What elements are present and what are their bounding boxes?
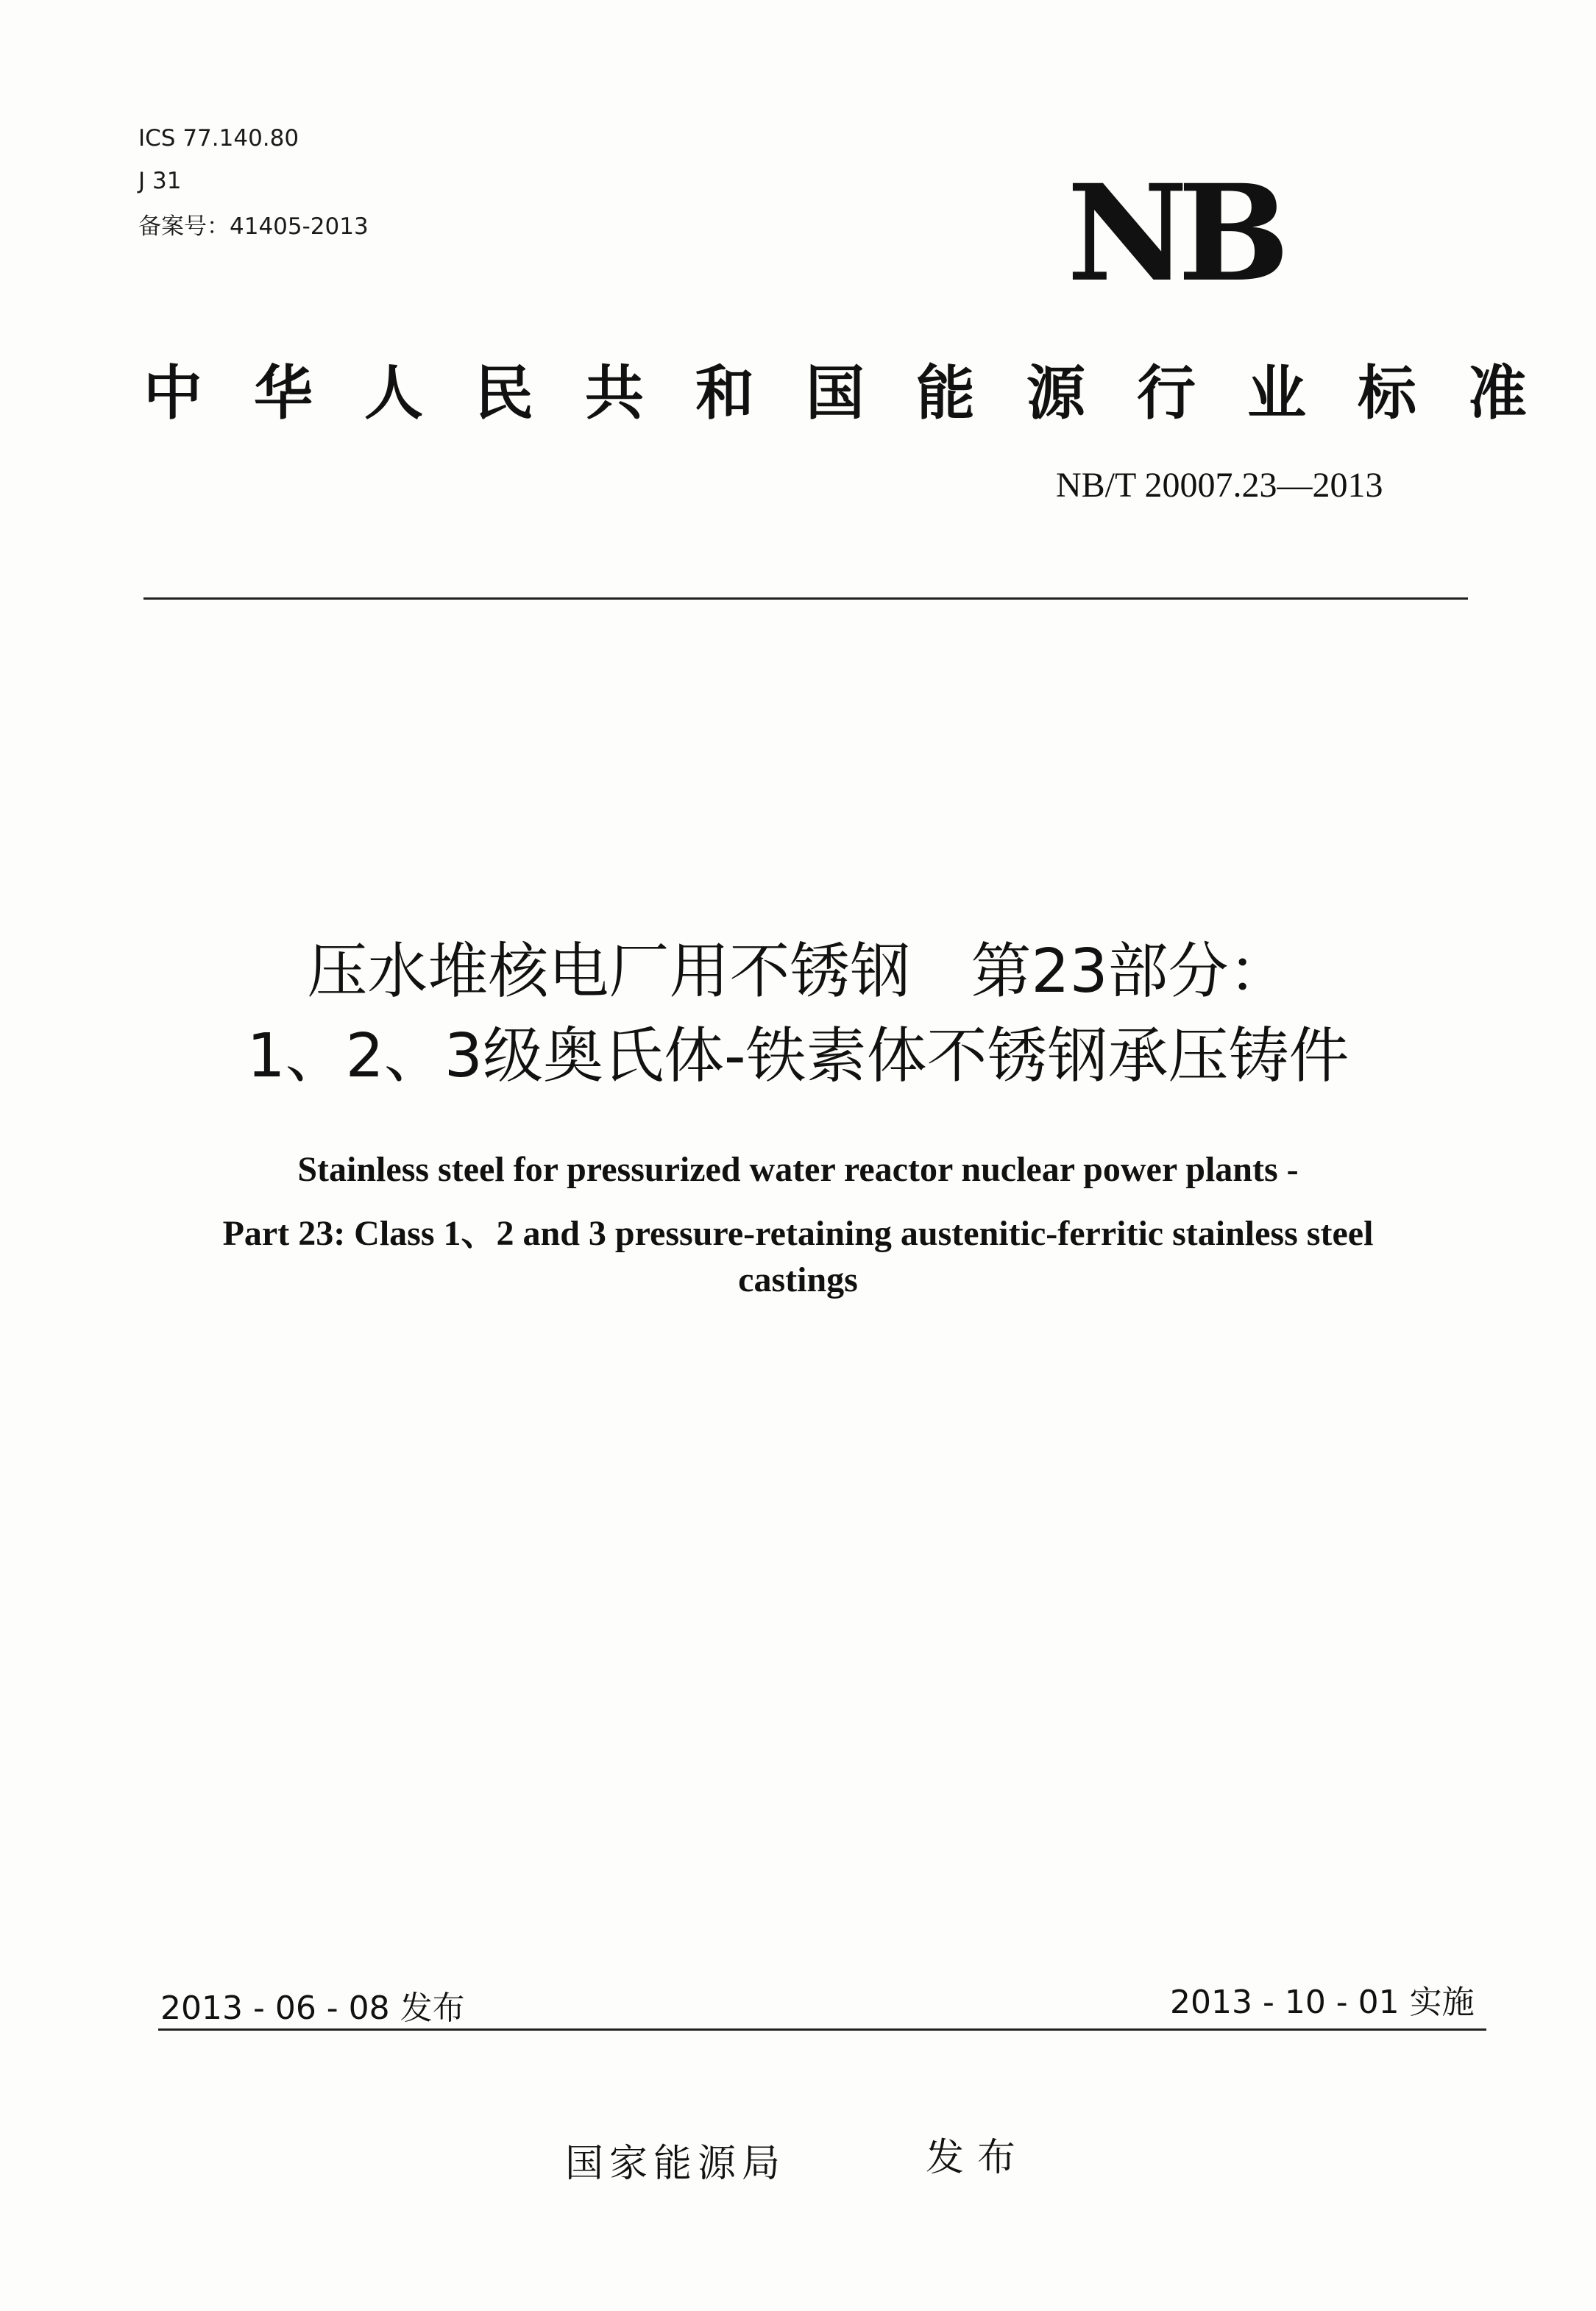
nb-logo — [1067, 177, 1376, 287]
header-divider — [143, 597, 1468, 600]
record-number: 备案号：41405-2013 — [138, 213, 369, 240]
cn-title-line-1: 压水堆核电厂用不锈钢 第23部分： — [307, 937, 1289, 1007]
en-title-line-2: Part 23: Class 1、2 and 3 pressure-retaining austenitic-ferritic stainless steel — [222, 1214, 1374, 1253]
clc-code: J 31 — [138, 168, 182, 194]
publisher-name: 国家能源局 — [565, 2142, 787, 2186]
en-title-line-3: castings — [738, 1260, 858, 1299]
standard-category-title: 中华人民共和国能源行业标准 — [143, 359, 1578, 427]
standard-number: NB/T 20007.23—2013 — [1056, 466, 1383, 505]
issue-date: 2013 - 06 - 08 发布 — [160, 1989, 465, 2027]
ics-code: ICS 77.140.80 — [138, 125, 299, 152]
nb-logo-text: NB — [1067, 177, 1280, 287]
en-title-line-1: Stainless steel for pressurized water reactor nuclear power plants - — [297, 1150, 1299, 1189]
cn-title-line-2: 1、2、3级奥氏体-铁素体不锈钢承压铸件 — [247, 1021, 1349, 1091]
footer-divider — [158, 2028, 1486, 2031]
implementation-date: 2013 - 10 - 01 实施 — [1170, 1984, 1475, 2021]
publish-label: 发布 — [926, 2136, 1029, 2180]
